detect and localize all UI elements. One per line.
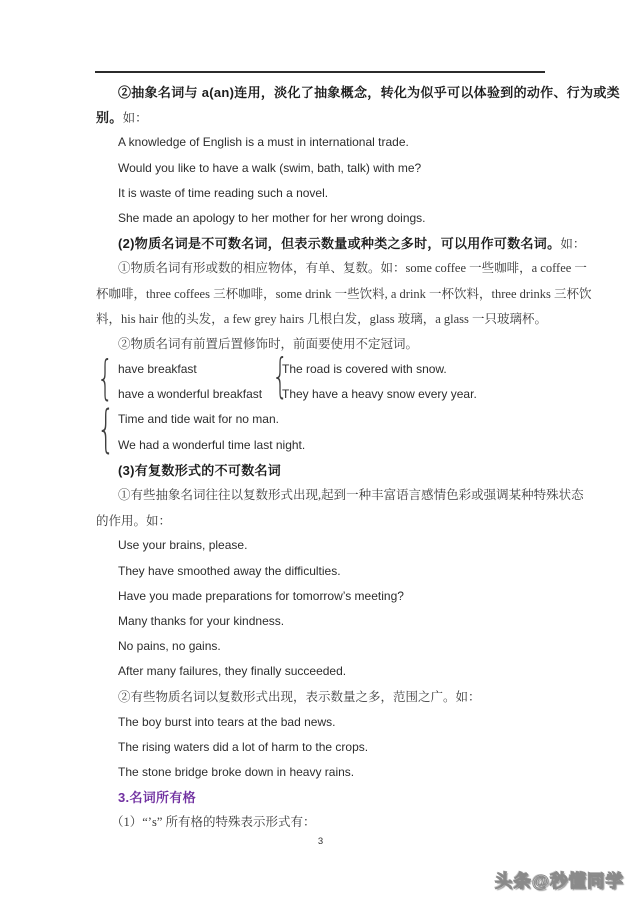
paragraph-plural-line2-tail: 如： [146, 514, 172, 529]
brace1-right-item: The road is covered with snow. [282, 362, 447, 377]
paragraph-abstract-noun-line2-bold: 别。 [96, 110, 123, 126]
brace1-right-item: They have a heavy snow every year. [282, 387, 477, 402]
brace1-left-item: have a wonderful breakfast [118, 387, 263, 402]
paragraph-possessive-sub: （1）“’s” 所有格的特殊表示形式有： [111, 815, 316, 830]
curly-brace-icon: { [97, 400, 115, 459]
top-divider [95, 71, 545, 73]
paragraph-abstract-noun-line1: ②抽象名词与 a(an)连用，淡化了抽象概念，转化为似乎可以体验到的动作、行为或类 [118, 85, 620, 100]
example-sentence: They have smoothed away the difficulties. [118, 563, 341, 578]
example-sentence: The stone bridge broke down in heavy rains. [118, 765, 355, 780]
paragraph-material-line1: ①物质名词有形或数的相应物体，有单、复数。如：some coffee 一些咖啡，a coffee 一 [118, 261, 587, 276]
brace2-item: Time and tide wait for no man. [118, 412, 279, 427]
page-body [96, 80, 620, 836]
page-number: 3 [317, 836, 324, 847]
heading-material-nouns-tail: 如： [560, 237, 586, 252]
paragraph-plural-material: ②有些物质名词以复数形式出现，表示数量之多，范围之广。如： [118, 689, 481, 704]
example-sentence: Many thanks for your kindness. [118, 613, 285, 628]
paragraph-material-line3: 料，his hair 他的头发，a few grey hairs 几根白发，glass 玻璃，a glass 一只玻璃杯。 [96, 311, 547, 326]
heading-material-nouns-bold: (2)物质名词是不可数名词，但表示数量或种类之多时，可以用作可数名词。 [118, 236, 561, 252]
watermark: 头条@秒懂同学 [494, 871, 624, 891]
example-sentence: No pains, no gains. [118, 639, 221, 654]
example-sentence: A knowledge of English is a must in international trade. [118, 135, 409, 150]
heading-plural-uncountable: (3)有复数形式的不可数名词 [118, 462, 282, 478]
example-sentence: She made an apology to her mother for her wrong doings. [118, 210, 426, 225]
example-sentence: Would you like to have a walk (swim, bath, talk) with me? [118, 160, 422, 175]
curly-brace-icon: { [97, 351, 114, 406]
curly-brace-icon: { [272, 349, 289, 404]
paragraph-abstract-noun-line2-tail: 如： [122, 111, 148, 126]
brace-row [96, 382, 556, 407]
paragraph-plural-line1: ①有些抽象名词往往以复数形式出现,起到一种丰富语言感情色彩或强调某种特殊状态 [118, 488, 584, 502]
brace1-left-item: have breakfast [118, 362, 197, 377]
example-sentence: It is waste of time reading such a novel. [118, 185, 329, 200]
paragraph-plural-line2-main: 的作用。 [96, 514, 147, 529]
paragraph-material-line2: 杯咖啡，three coffees 三杯咖啡，some drink 一些饮料, a drink 一杯饮料，three drinks 三杯饮 [96, 286, 592, 301]
example-sentence: The boy burst into tears at the bad news. [118, 714, 336, 729]
example-sentence: The rising waters did a lot of harm to the crops. [118, 739, 369, 754]
example-sentence: Use your brains, please. [118, 538, 248, 553]
paragraph-abstract-noun-line2 [96, 105, 556, 130]
brace-row [96, 357, 556, 382]
example-sentence: After many failures, they finally succeeded. [118, 664, 347, 679]
paragraph-material-modifier: ②物质名词有前置后置修饰时，前面要使用不定冠词。 [118, 336, 419, 351]
heading-possessive-case: 3.名词所有格 [118, 790, 196, 806]
example-sentence: Have you made preparations for tomorrow’s meeting? [118, 588, 404, 603]
heading-material-nouns [96, 231, 586, 256]
paragraph-plural-line2 [96, 508, 556, 533]
brace2-item: We had a wonderful time last night. [118, 437, 306, 452]
